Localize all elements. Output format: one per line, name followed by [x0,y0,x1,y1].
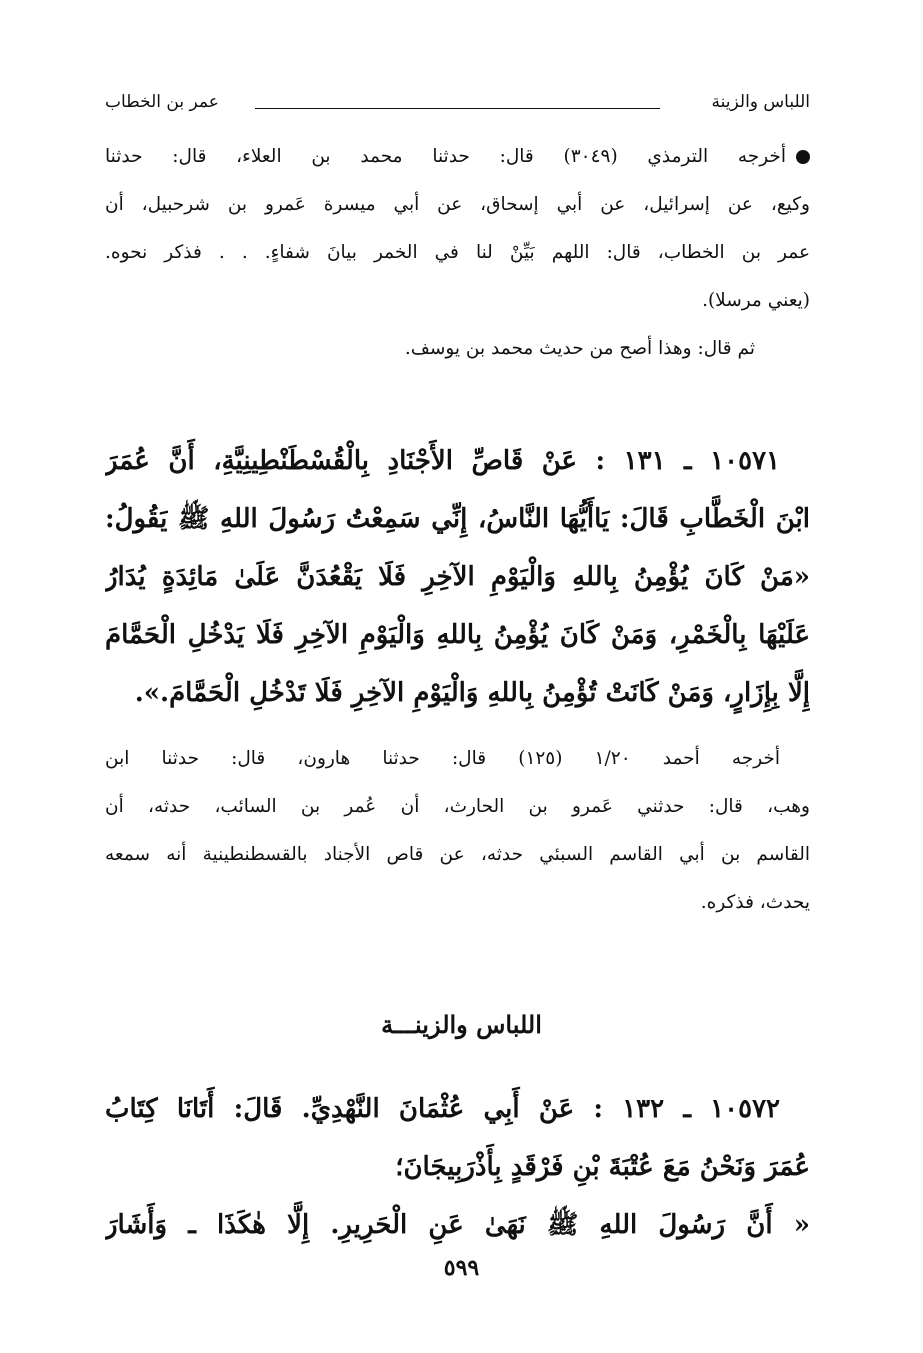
note-remark: ثم قال: وهذا أصح من حديث محمد بن يوسف. [404,338,755,359]
hadith-10571 [105,432,810,722]
page-number: ٥٩٩ [443,1255,480,1281]
note-line: القاسم بن أبي القاسم السبئي حدثه، عن قاص الأجناد بالقسطنطينية أنه سمعه [105,844,810,865]
running-header [105,92,810,124]
hadith-10572 [105,1080,810,1254]
note-line: (يعني مرسلا). [702,290,810,311]
hadith-line: ابْنَ الْخَطَّابِ قَالَ: يَاأَيُّهَا النَّاسُ، إِنِّي سَمِعْتُ رَسُولَ اللهِ ﷺ يَقُولُ: [105,504,810,534]
note-line: عمر بن الخطاب، قال: اللهم بَيِّنْ لنا في الخمر بيانَ شفاءٍ. . . فذكر نحوه. [105,242,810,263]
header-chapter-title: اللباس والزينة [711,92,810,112]
note-line: أخرجه أحمد ١/٢٠ (١٢٥) قال: حدثنا هارون، قال: حدثنا ابن [105,748,780,769]
section-heading: اللباس والزينـــة [381,1010,542,1039]
bullet-icon [796,150,810,164]
takhrij-note-ahmad [105,735,810,927]
note-line: يحدث، فذكره. [700,892,810,913]
hadith-line: «مَنْ كَانَ يُؤْمِنُ بِاللهِ وَالْيَوْمِ الآخِرِ فَلَا يَقْعُدَنَّ عَلَىٰ مَائِدَةٍ يُدَارُ [105,562,810,592]
note-line: وكيع، عن إسرائيل، عن أبي إسحاق، عن أبي ميسرة عَمرو بن شرحبيل، أن [105,194,810,215]
takhrij-note-tirmidhi [105,133,810,373]
hadith-line: إِلَّا بِإِزَارٍ، وَمَنْ كَانَتْ تُؤْمِنُ بِاللهِ وَالْيَوْمِ الآخِرِ فَلَا تَدْخُلِ الْحَمَّامَ.». [134,678,810,708]
hadith-line: « أَنَّ رَسُولَ اللهِ ﷺ نَهَىٰ عَنِ الْحَرِيرِ. إِلَّا هٰكَذَا ـ وَأَشَارَ [105,1210,810,1240]
note-line: أخرجه الترمذي (٣٠٤٩) قال: حدثنا محمد بن العلاء، قال: حدثنا [105,133,810,181]
hadith-line: ١٠٥٧٢ ـ ١٣٢ : عَنْ أَبِي عُثْمَانَ النَّهْدِيِّ. قَالَ: أَتَانَا كِتَابُ [105,1094,780,1124]
hadith-line: عُمَرَ وَنَحْنُ مَعَ عُتْبَةَ بْنِ فَرْقَدٍ بِأَذْرَبِيجَانَ؛ [395,1152,810,1182]
hadith-line: عَلَيْهَا بِالْخَمْرِ، وَمَنْ كَانَ يُؤْمِنُ بِاللهِ وَالْيَوْمِ الآخِرِ فَلَا يَدْخُلِ الْحَمَّامَ [105,620,810,650]
header-section-name: عمر بن الخطاب [105,92,219,112]
header-rule [255,108,660,109]
hadith-line: ١٠٥٧١ ـ ١٣١ : عَنْ قَاصِّ الأَجْنَادِ بِالْقُسْطَنْطِينِيَّةِ، أَنَّ عُمَرَ [105,446,780,476]
note-line: وهب، قال: حدثني عَمرو بن الحارث، أن عُمر بن السائب، حدثه، أن [105,796,810,817]
